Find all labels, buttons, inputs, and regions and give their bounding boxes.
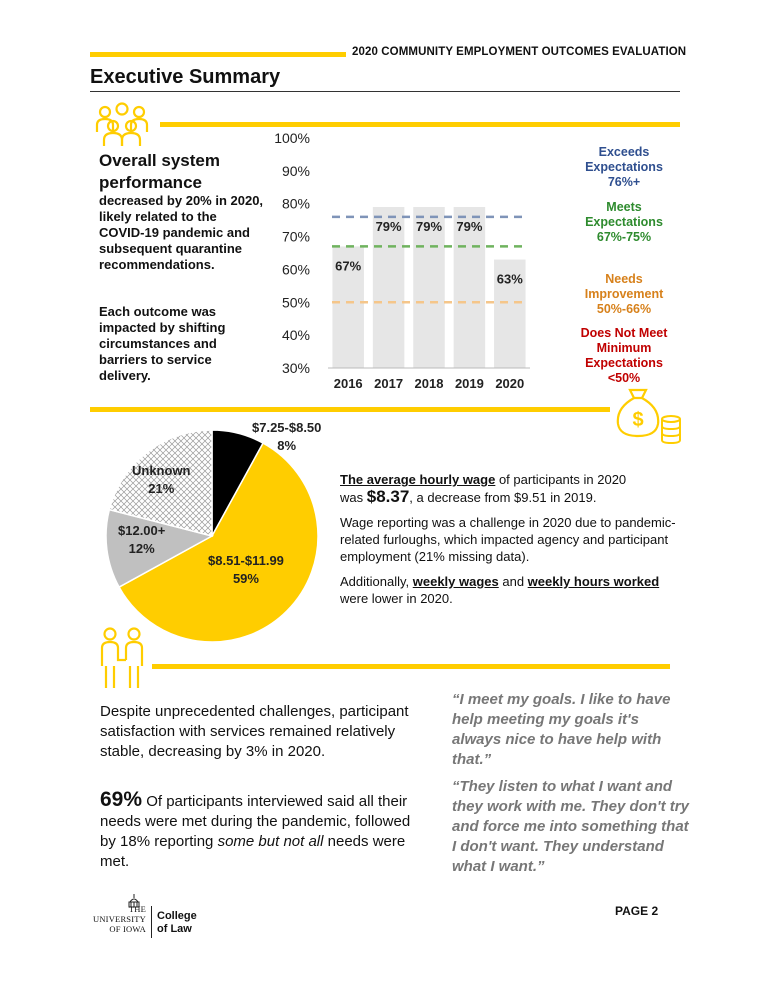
system-impact-note: Each outcome was impacted by shifting circumstances and barriers to service delivery. (99, 304, 226, 383)
college-line-2: of Law (157, 923, 192, 935)
section-divider (90, 91, 680, 92)
satisfaction-summary: Despite unprecedented challenges, participant satisfaction with services remained relatively stable, decreasing by 3% in 2020. (100, 703, 409, 760)
bar-value-label: 79% (456, 219, 483, 234)
needs-met-pct: 69% (100, 788, 143, 811)
legend-entry: Exceeds Expectations 76%+ (585, 145, 663, 189)
legend-entry: Needs Improvement 50%-66% (584, 272, 664, 316)
needs-met-summary (100, 790, 430, 872)
page-number: PAGE 2 (615, 904, 659, 918)
logo-line-3: OF IOWA (109, 924, 146, 934)
x-tick-label: 2019 (454, 376, 484, 391)
wage-p3-end: were lower in 2020. (340, 591, 453, 606)
participant-quote-1: “I meet my goals. I like to have help meeting my goals it's always nice to have help with that.” (452, 691, 671, 768)
bar-value-label: 79% (415, 219, 443, 234)
wage-was: was (340, 490, 367, 505)
avg-wage-lead-rest: of participants in 2020 (495, 472, 627, 487)
section-title: Executive Summary (90, 66, 281, 88)
y-tick-label: 60% (281, 261, 310, 278)
system-description: decreased by 20% in 2020, likely related to the COVID-19 pandemic and subsequent quarantine recommendations. (99, 193, 264, 272)
report-title: 2020 COMMUNITY EMPLOYMENT OUTCOMES EVALUATION (352, 46, 687, 58)
performance-bar-chart (260, 128, 560, 394)
divider-bar-3 (152, 664, 670, 669)
logo-line-1: THE (128, 904, 146, 914)
legend-entry: Meets Expectations 67%-75% (585, 200, 663, 244)
y-tick-label: 70% (281, 228, 310, 245)
y-tick-label: 30% (281, 360, 310, 376)
bar-value-label: 79% (375, 219, 402, 234)
wage-p3-intro: Additionally, (340, 574, 413, 589)
wage-p3-and: and (498, 574, 528, 589)
two-people-icon (96, 626, 148, 690)
needs-met-end: needs were met. (100, 833, 406, 870)
y-tick-label: 40% (281, 327, 310, 344)
avg-wage-amount: $8.37 (366, 487, 410, 506)
x-tick-label: 2017 (374, 376, 404, 391)
coins-icon (658, 414, 684, 446)
pie-slice-label: $7.25-$8.50 8% (252, 420, 322, 453)
header-accent-bar (90, 52, 346, 57)
x-tick-label: 2018 (414, 376, 444, 391)
bar-value-label: 67% (335, 258, 362, 274)
wage-summary (340, 471, 685, 615)
bar-value-label: 63% (496, 271, 523, 287)
divider-bar-1 (160, 122, 680, 127)
wage-paragraph-3 (340, 573, 685, 607)
x-tick-label: 2020 (495, 376, 525, 391)
y-tick-label: 100% (274, 130, 310, 146)
college-line-1: College (157, 910, 197, 922)
college-name (157, 910, 197, 936)
legend-entry: Does Not Meet Minimum Expectations <50% (580, 326, 668, 385)
system-heading: Overall system performance (99, 151, 220, 192)
wage-comparison: , a decrease from $9.51 in 2019. (409, 490, 597, 505)
pie-slice-label: $12.00+ 12% (118, 523, 166, 556)
y-tick-label: 90% (281, 162, 310, 179)
logo-divider (151, 906, 152, 938)
group-people-icon (92, 102, 152, 148)
needs-partial-emphasis: some but not all (217, 833, 324, 850)
university-logo (90, 904, 146, 934)
weekly-wages-term: weekly wages (412, 574, 499, 589)
participant-quote-2: “They listen to what I want and they work with me. They don't try and force me into something that I don't want. They understand what I want.” (452, 778, 689, 875)
wage-paragraph-2: Wage reporting was a challenge in 2020 due to pandemic-related furloughs, which impacted agency and participant employment (21% missing data). (340, 515, 676, 564)
weekly-hours-term: weekly hours worked (527, 574, 660, 589)
needs-met-text: Of participants interviewed said all their needs were met during the pandemic, followed by 18% reporting (100, 793, 411, 850)
wage-paragraph-1 (340, 471, 685, 506)
y-tick-label: 80% (281, 195, 310, 212)
pie-slice-label: Unknown 21% (132, 463, 191, 496)
y-tick-label: 50% (281, 294, 310, 311)
x-tick-label: 2016 (333, 376, 363, 391)
logo-line-2: UNIVERSITY (93, 914, 146, 924)
pie-slice-label: $8.51-$11.99 59% (208, 553, 284, 586)
avg-wage-lead: The average hourly wage (340, 472, 496, 487)
svg-text:$: $ (632, 409, 644, 431)
